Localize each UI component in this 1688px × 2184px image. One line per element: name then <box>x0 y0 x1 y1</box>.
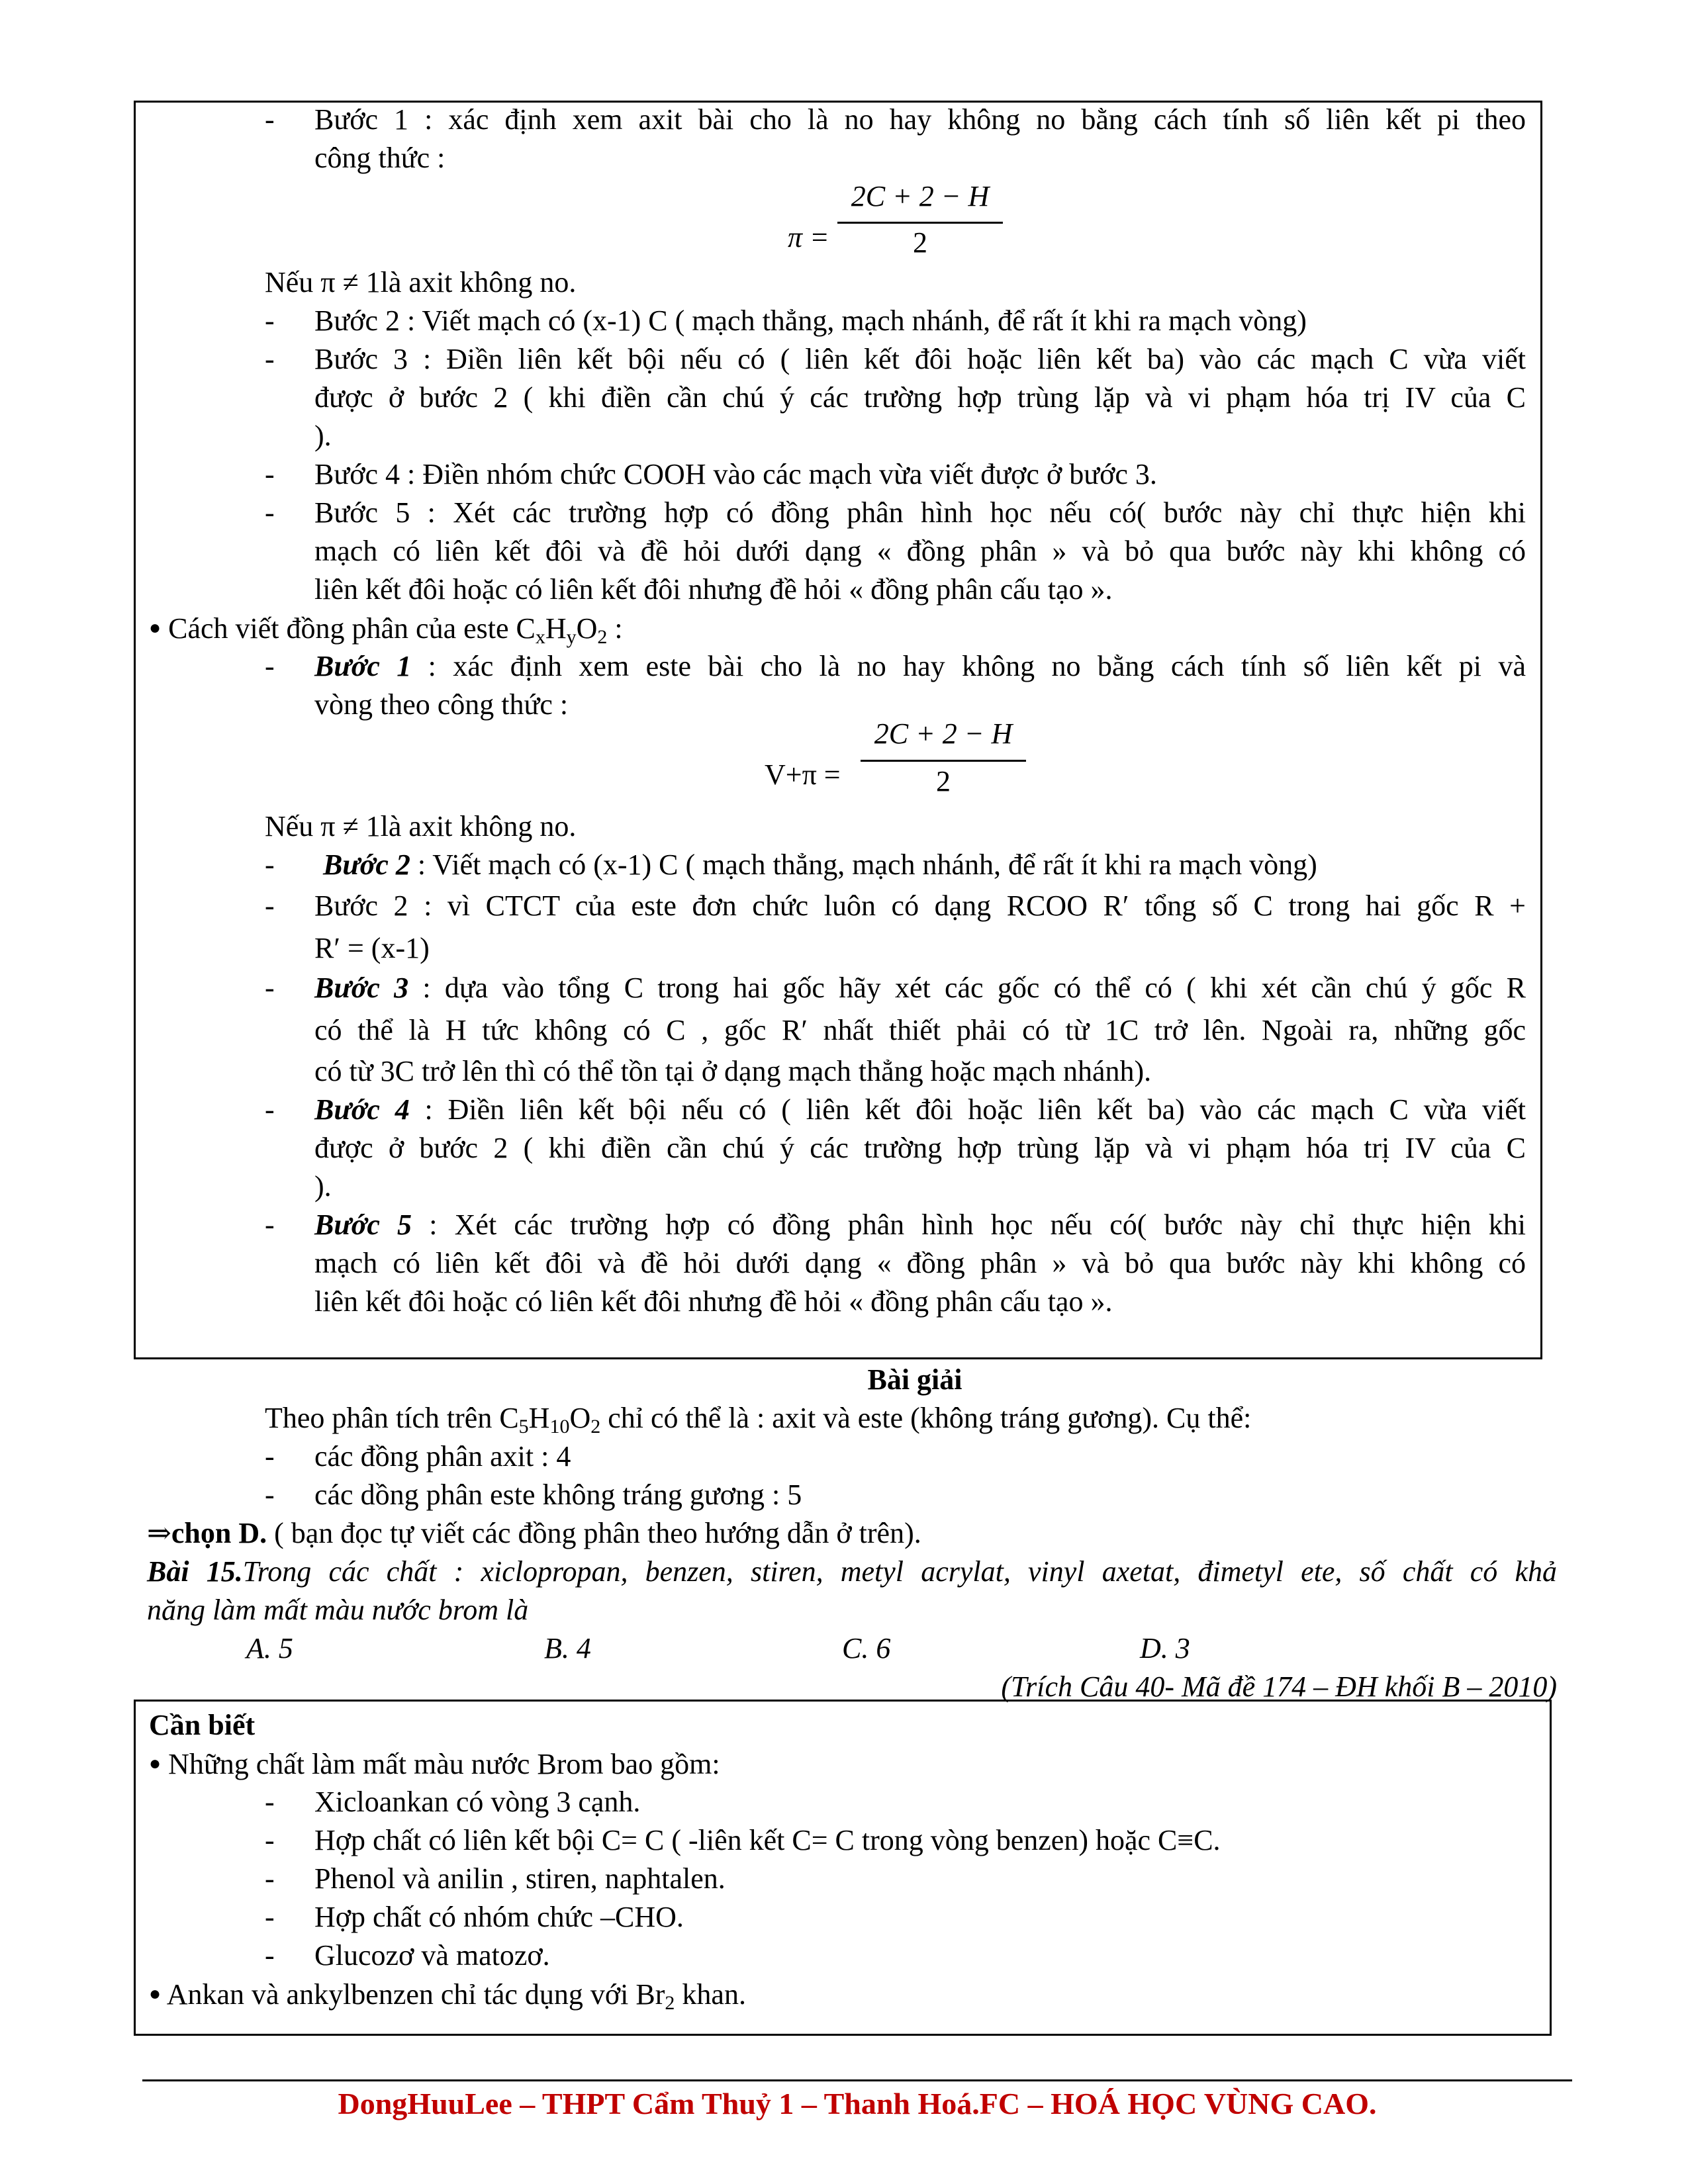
option-a[interactable]: A. 5 <box>246 1632 293 1664</box>
acid-step5-line2: mạch có liên kết đôi và đề hỏi dưới dạng « đồng phân » và bỏ qua bước này khi không có <box>314 535 1526 567</box>
sub-2: 2 <box>590 1416 601 1437</box>
ester-step3-text: : dựa vào tổng C trong hai gốc hãy xét các gốc có thể có ( khi xét cần chú ý gốc R <box>408 972 1526 1004</box>
acid-step1-line1: Bước 1 : xác định xem axit bài cho là no hay không no bằng cách tính số liên kết pi theo <box>314 103 1526 136</box>
ester-step3-line2: có thể là H tức không có C , gốc R′ nhất thiết phải có từ 1C trở lên. Ngoài ra, những gốc <box>314 1014 1526 1046</box>
list-dash: - <box>265 848 275 881</box>
list-dash: - <box>265 1440 275 1473</box>
formula2-bar <box>861 760 1026 762</box>
box2-bullet2-a: Ankan và ankylbenzen chỉ tác dụng với Br <box>166 1978 665 2011</box>
acid-step5-line1: Bước 5 : Xét các trường hợp có đồng phân hình học nếu có( bước này chỉ thực hiện khi <box>314 496 1526 529</box>
footer-rule <box>142 2079 1572 2081</box>
sub-x: x <box>535 626 545 648</box>
question-line1 <box>147 1553 1557 1591</box>
list-dash: - <box>265 1824 275 1856</box>
question-source: (Trích Câu 40- Mã đề 174 – ĐH khối B – 2010) <box>1001 1670 1557 1703</box>
list-dash: - <box>265 496 275 529</box>
page-footer: DongHuuLee – THPT Cẩm Thuỷ 1 – Thanh Hoá.FC – HOÁ HỌC VÙNG CAO. <box>338 2087 1377 2120</box>
bullet-icon: ● <box>149 1983 162 2005</box>
option-d[interactable]: D. 3 <box>1140 1632 1190 1664</box>
ester-step3-label: Bước 3 <box>314 972 409 1004</box>
list-dash: - <box>265 304 275 337</box>
solution-heading: Bài giải <box>867 1363 962 1396</box>
solution-intro-b: chỉ có thể là : axit và este (không tráng gương). Cụ thể: <box>600 1402 1252 1434</box>
bullet-icon: ● <box>149 617 162 639</box>
implies-icon: ⇒ <box>147 1517 171 1549</box>
list-dash: - <box>265 1862 275 1895</box>
ester-step2a-text: : Viết mạch có (x-1) C ( mạch thẳng, mạch nhánh, để rất ít khi ra mạch vòng) <box>410 848 1317 881</box>
question-line2: năng làm mất màu nước brom là <box>147 1594 529 1626</box>
list-dash: - <box>265 1786 275 1818</box>
ester-step2b-line1: Bước 2 : vì CTCT của este đơn chức luôn có dạng RCOO R′ tổng số C trong hai gốc R + <box>314 889 1526 922</box>
formula2-numerator: 2C + 2 − H <box>874 717 1013 750</box>
list-dash: - <box>265 1208 275 1241</box>
need-to-know-heading: Cần biết <box>149 1709 256 1741</box>
bullet-icon: ● <box>149 1752 162 1774</box>
ester-step4-text: : Điền liên kết bội nếu có ( liên kết đôi hoặc liên kết ba) vào các mạch C vừa viết <box>409 1093 1526 1126</box>
ester-step2a-label: Bước 2 <box>323 848 410 881</box>
formula1-denominator: 2 <box>913 226 927 259</box>
sub-2: 2 <box>665 1992 675 2014</box>
ester-step5-line2: mạch có liên kết đôi và đề hỏi dưới dạng « đồng phân » và bỏ qua bước này khi không có <box>314 1247 1526 1279</box>
list-dash: - <box>265 972 275 1004</box>
chem-o: O <box>569 1402 591 1434</box>
ester-step5-line1 <box>314 1206 1526 1244</box>
option-c[interactable]: C. 6 <box>842 1632 891 1664</box>
ester-step5-line3: liên kết đôi hoặc có liên kết đôi nhưng đề hỏi « đồng phân cấu tạo ». <box>314 1285 1113 1318</box>
box2-bullet2-b: khan. <box>675 1978 746 2011</box>
chem-h: H <box>528 1402 550 1434</box>
ester-step5-text: : Xét các trường hợp có đồng phân hình học nếu có( bước này chỉ thực hiện khi <box>412 1208 1526 1241</box>
ester-heading-tail: : <box>607 612 623 645</box>
formula1-lhs: π = <box>788 221 829 253</box>
box2-item4: Hợp chất có nhóm chức –CHO. <box>314 1901 684 1933</box>
option-b[interactable]: B. 4 <box>544 1632 591 1664</box>
box2-item3: Phenol và anilin , stiren, naphtalen. <box>314 1862 726 1895</box>
box2-bullet1-text: Những chất làm mất màu nước Brom bao gồm: <box>168 1748 720 1780</box>
chem-h: H <box>545 612 567 645</box>
acid-step1-line2: công thức : <box>314 142 445 174</box>
ester-step3-line1 <box>314 969 1526 1007</box>
box2-bullet2 <box>149 1975 746 2014</box>
ester-step1-text: : xác định xem este bài cho là no hay không no bằng cách tính số liên kết pi và <box>411 650 1526 682</box>
list-dash: - <box>265 889 275 922</box>
ester-heading-text: Cách viết đồng phân của este C <box>168 612 536 645</box>
sub-2: 2 <box>597 626 608 648</box>
ester-step5-label: Bước 5 <box>314 1208 412 1241</box>
formula2-lhs: V+π = <box>765 758 841 791</box>
question-label: Bài 15. <box>147 1555 243 1588</box>
ester-step4-line1 <box>314 1091 1526 1129</box>
list-dash: - <box>265 1093 275 1126</box>
solution-item-acid: các đồng phân axit : 4 <box>314 1440 571 1473</box>
answer-note: ( bạn đọc tự viết các đồng phân theo hướng dẫn ở trên). <box>267 1517 921 1549</box>
ester-step2a <box>323 846 1317 884</box>
formula1-numerator: 2C + 2 − H <box>851 180 990 212</box>
acid-step4: Bước 4 : Điền nhóm chức COOH vào các mạch vừa viết được ở bước 3. <box>314 458 1157 490</box>
ester-step4-label: Bước 4 <box>314 1093 410 1126</box>
list-dash: - <box>265 1479 275 1511</box>
list-dash: - <box>265 103 275 136</box>
acid-step3-line2: được ở bước 2 ( khi điền cần chú ý các trường hợp trùng lặp và vi phạm hóa trị IV của C <box>314 381 1526 414</box>
ester-note: Nếu π ≠ 1là axit không no. <box>265 810 577 842</box>
formula2-denominator: 2 <box>936 765 951 797</box>
acid-step3-line1: Bước 3 : Điền liên kết bội nếu có ( liên kết đôi hoặc liên kết ba) vào các mạch C vừa viết <box>314 343 1526 375</box>
list-dash: - <box>265 458 275 490</box>
ester-step3-line3: có từ 3C trở lên thì có thể tồn tại ở dạng mạch thẳng hoặc mạch nhánh). <box>314 1055 1152 1087</box>
acid-step3-line3: ). <box>314 420 332 452</box>
acid-step2: Bước 2 : Viết mạch có (x-1) C ( mạch thẳng, mạch nhánh, để rất ít khi ra mạch vòng) <box>314 304 1307 337</box>
list-dash: - <box>265 1901 275 1933</box>
sub-y: y <box>566 626 577 648</box>
box2-item1: Xicloankan có vòng 3 cạnh. <box>314 1786 641 1818</box>
acid-note: Nếu π ≠ 1là axit không no. <box>265 266 577 298</box>
ester-step1-label: Bước 1 <box>314 650 412 682</box>
solution-item-ester: các dồng phân este không tráng gương : 5 <box>314 1479 802 1511</box>
sub-10: 10 <box>549 1416 570 1437</box>
answer-label: chọn D. <box>171 1517 267 1549</box>
ester-step1-line2: vòng theo công thức : <box>314 688 569 721</box>
box2-item5: Glucozơ và matozơ. <box>314 1939 550 1972</box>
solution-intro <box>265 1399 1251 1437</box>
box2-bullet1 <box>149 1745 720 1784</box>
list-dash: - <box>265 650 275 682</box>
ester-step4-line2: được ở bước 2 ( khi điền cần chú ý các trường hợp trùng lặp và vi phạm hóa trị IV của C <box>314 1132 1526 1164</box>
box2-item2: Hợp chất có liên kết bội C= C ( -liên kết C= C trong vòng benzen) hoặc C≡C. <box>314 1824 1221 1856</box>
sub-5: 5 <box>518 1416 529 1437</box>
ester-step2b-line2: R′ = (x-1) <box>314 932 430 964</box>
question-text: Trong các chất : xiclopropan, benzen, stiren, metyl acrylat, vinyl axetat, đimetyl ete, số chất có khả <box>242 1555 1557 1588</box>
solution-intro-a: Theo phân tích trên C <box>265 1402 519 1434</box>
ester-step1-line1 <box>314 647 1526 686</box>
solution-answer <box>147 1514 921 1553</box>
ester-step4-line3: ). <box>314 1170 332 1203</box>
acid-step5-line3: liên kết đôi hoặc có liên kết đôi nhưng đề hỏi « đồng phân cấu tạo ». <box>314 573 1113 606</box>
chem-o: O <box>576 612 598 645</box>
ester-heading <box>149 609 623 648</box>
list-dash: - <box>265 343 275 375</box>
list-dash: - <box>265 1939 275 1972</box>
